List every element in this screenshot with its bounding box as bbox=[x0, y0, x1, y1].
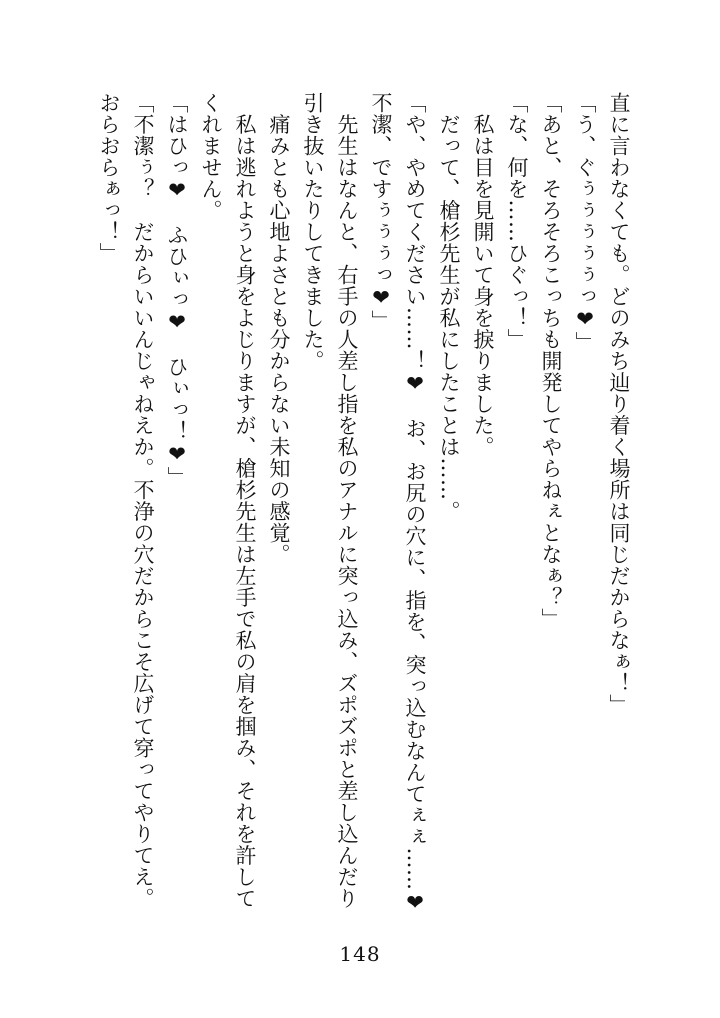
text-line: 「や、やめてください……！❤ お、お尻の穴に、指を、突っ込むなんてぇぇ……❤ 不潔、ですぅぅぅっ❤」 bbox=[369, 92, 427, 937]
text-line: 私は目を見開いて身を捩りました。 bbox=[471, 92, 495, 458]
text-line: 「不潔ぅ？ だからいいんじゃねえか。不浄の穴だからこそ広げて穿ってやりてえ。おらおらぁっ！」 bbox=[97, 92, 155, 909]
vertical-text-block bbox=[76, 92, 636, 937]
text-line: 「あと、そろそろこっちも開発してやらねぇとなぁ？」 bbox=[539, 92, 563, 630]
text-line: 痛みとも心地よさとも分からない未知の感覚。 bbox=[267, 92, 291, 565]
text-line: 私は逃れようと身をよじりますが、槍杉先生は左手で私の肩を掴み、それを許してくれません。 bbox=[199, 92, 257, 909]
page-number: 148 bbox=[339, 942, 381, 966]
text-line: 直に言わなくても。どのみち辿り着く場所は同じだからなぁ！」 bbox=[607, 92, 631, 716]
text-line: 先生はなんと、右手の人差し指を私のアナルに突っ込み、ズポズポと差し込んだり引き抜いたりしてきました。 bbox=[301, 92, 359, 909]
text-line: 「はひっ❤ ふひぃっ❤ ひぃっ！❤」 bbox=[165, 92, 189, 488]
text-line: 「な、何を……ひぐっ！」 bbox=[505, 92, 529, 350]
text-line: 「う、ぐぅぅぅぅぅっ❤」 bbox=[573, 92, 597, 353]
text-line: だって、槍杉先生が私にしたことは……。 bbox=[437, 92, 461, 522]
